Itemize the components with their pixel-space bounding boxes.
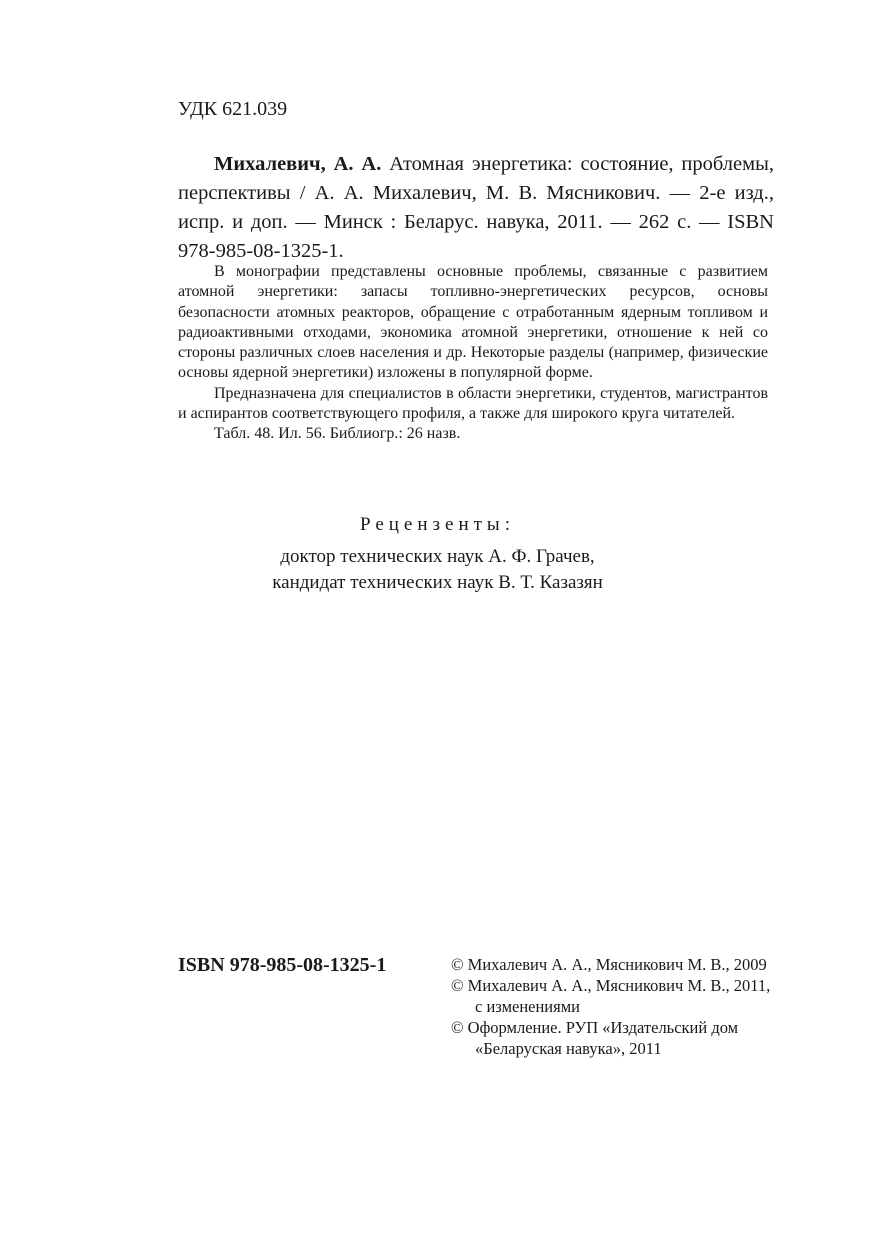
reviewer-item: доктор технических наук А. Ф. Грачев, xyxy=(280,546,595,567)
bibliographic-description: Атомная энергетика: состояние, проблемы, перспективы / А. А. Михалевич, М. В. Мясникович. — 2-е изд., испр. и доп. — Минск : Беларус. навука, 2011. — 262 с. — ISBN 978-985-08-1325-1. xyxy=(178,153,774,262)
annotation-paragraph: Предназначена для специалистов в области энергетики, студентов, магистрантов и аспирантов соответствующего профиля, а также для широкого круга читателей. xyxy=(178,384,768,423)
author-name: Михалевич, А. А. xyxy=(214,153,382,175)
reviewers-heading: Рецензенты: xyxy=(360,514,515,535)
copyright-item: © Михалевич А. А., Мясникович М. В., 2011, с изменениями xyxy=(451,976,771,1016)
copyright-item: © Оформление. РУП «Издательский дом «Беларуская навука», 2011 xyxy=(451,1018,739,1058)
annotation xyxy=(178,262,768,445)
isbn-number: ISBN 978-985-08-1325-1 xyxy=(178,954,387,976)
reviewer-item: кандидат технических наук В. Т. Казазян xyxy=(272,572,603,593)
copyright-list xyxy=(451,954,773,1059)
udk-code: УДК 621.039 xyxy=(178,98,288,120)
copyright-item: © Михалевич А. А., Мясникович М. В., 2009 xyxy=(451,955,767,974)
annotation-stats: Табл. 48. Ил. 56. Библиогр.: 26 назв. xyxy=(214,425,461,443)
bibliographic-record xyxy=(178,150,774,266)
annotation-paragraph: В монографии представлены основные проблемы, связанные с развитием атомной энергетики: запасы топливно-энергетических ресурсов, основы безопасности атомных реакторов, обращение с отработанным ядерным топливом и радиоактивными отходами, экономика атомной энергетики, отношение к ней со стороны различных слоев населения и др. Некоторые разделы (например, физические основы ядерной энергетики) изложены в популярной форме. xyxy=(178,263,768,382)
